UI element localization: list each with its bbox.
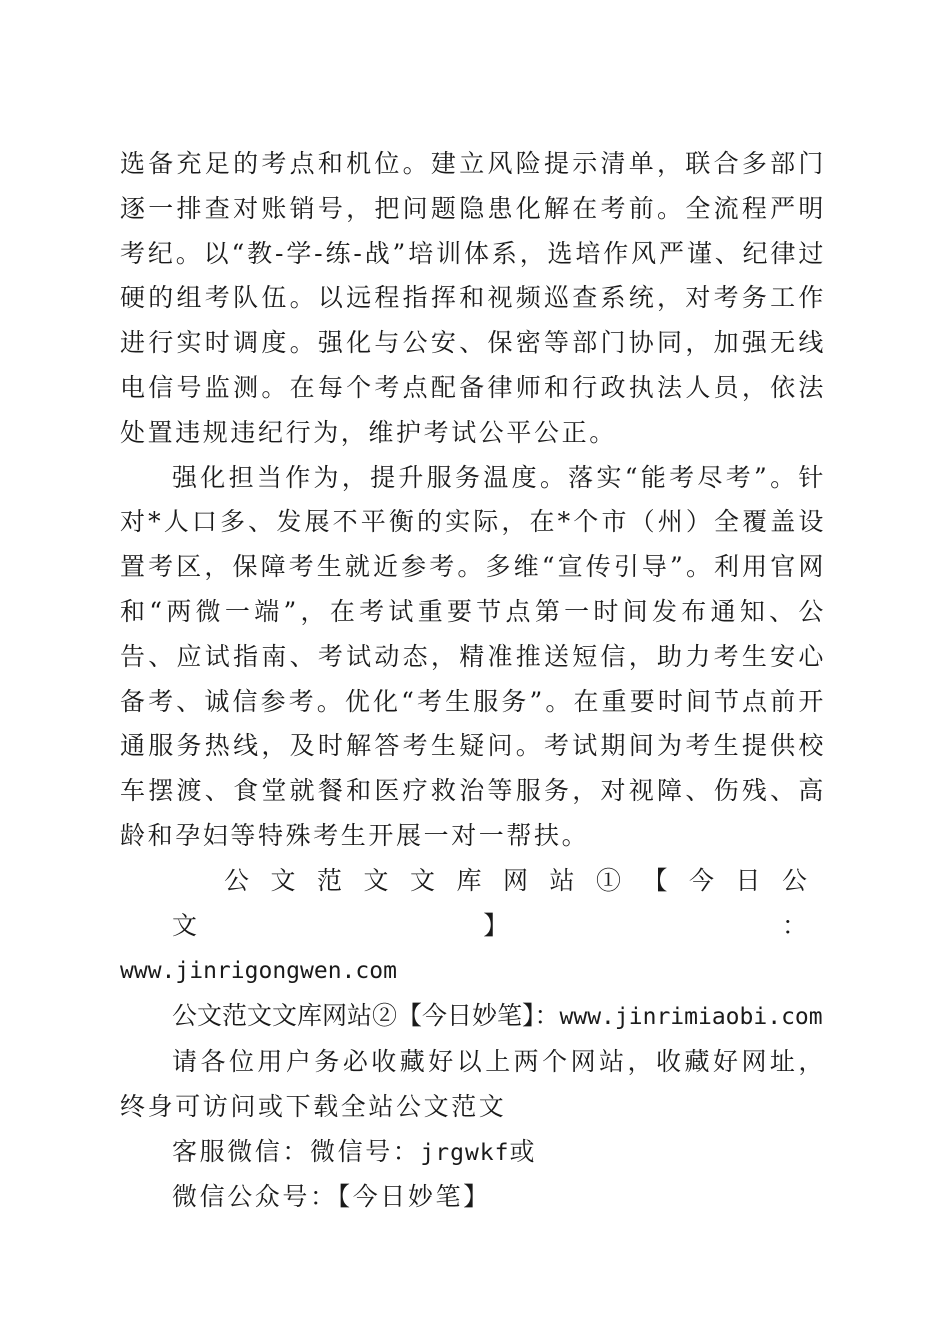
footer-wechat-suffix: 或 <box>509 1136 538 1166</box>
footer-wechat-id: jrgwkf <box>420 1139 510 1166</box>
paragraph-service-warmth: 强化担当作为，提升服务温度。落实“能考尽考”。针对*人口多、发展不平衡的实际，在*个市（州）全覆盖设置考区，保障考生就近参考。多维“宣传引导”。利用官网和“两微一端”，在考试重要节点第一时间发布通知、公告、应试指南、考试动态，精准推送短信，助力考生安心备考、诚信参考。优化“考生服务”。在重要时间节点前开通服务热线，及时解答考生疑问。考试期间为考生提供校车摆渡、食堂就餐和医疗救治等服务，对视障、伤残、高龄和孕妇等特殊考生开展一对一帮扶。 <box>120 462 826 850</box>
footer-site-1-label: 公文范文文库网站①【今日公文】： <box>172 865 826 940</box>
footer-site-2-label: 公文范文文库网站②【今日妙笔】： <box>172 1001 560 1031</box>
footer-public-account: 微信公众号：【今日妙笔】 <box>172 1182 491 1212</box>
document-body <box>120 142 826 1220</box>
paragraph-exam-discipline: 选备充足的考点和机位。建立风险提示清单，联合多部门逐一排查对账销号，把问题隐患化解在考前。全流程严明考纪。以“教-学-练-战”培训体系，选培作风严谨、纪律过硬的组考队伍。以远程指挥和视频巡查系统，对考务工作进行实时调度。强化与公安、保密等部门协同，加强无线电信号监测。在每个考点配备律师和行政执法人员，依法处置违规违纪行为，维护考试公平公正。 <box>120 149 826 447</box>
footer-wechat-label: 客服微信：微信号： <box>172 1136 421 1166</box>
footer-site-2 <box>120 994 826 1040</box>
footer-site-1-url[interactable]: www.jinrigongwen.com <box>120 958 397 985</box>
footer-site-2-url[interactable]: www.jinrimiaobi.com <box>559 1004 823 1031</box>
footer-site-1 <box>120 859 826 994</box>
footer-notice: 请各位用户务必收藏好以上两个网站，收藏好网址，终身可访问或下载全站公文范文 <box>120 1046 826 1121</box>
footer-wechat <box>120 1130 826 1176</box>
